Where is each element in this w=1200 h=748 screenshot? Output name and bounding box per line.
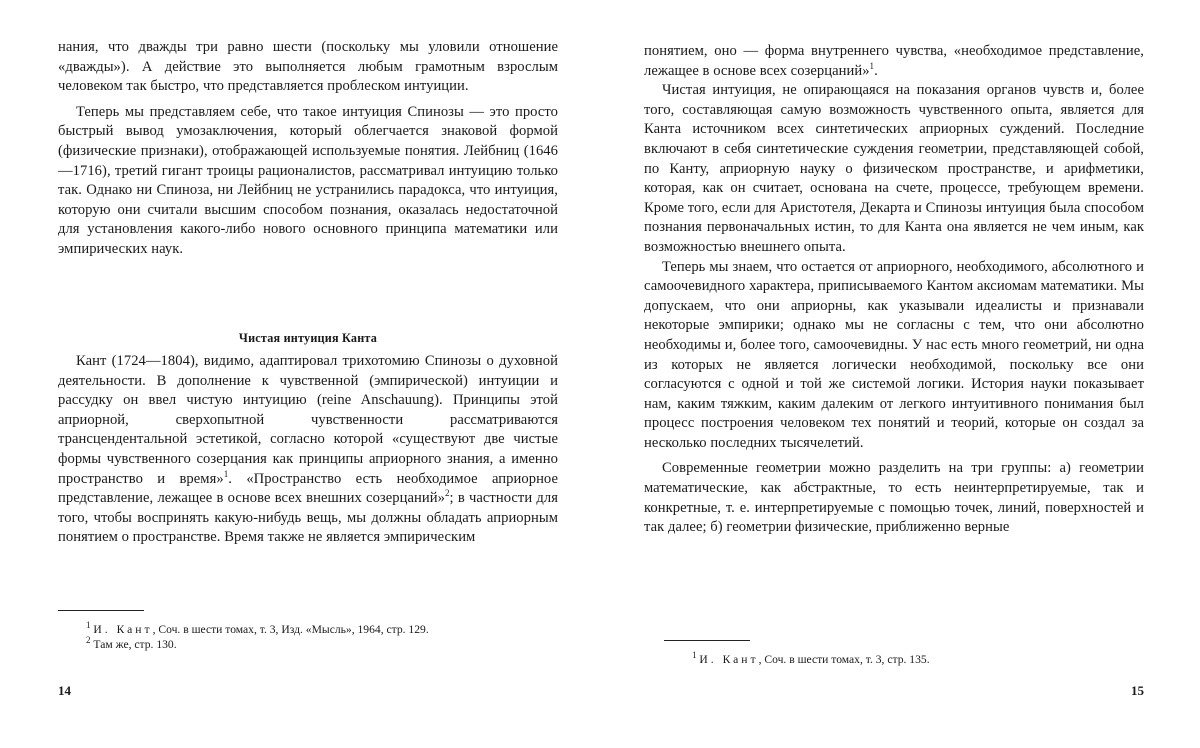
paragraph — [644, 42, 1144, 81]
page-number: 14 — [58, 683, 71, 698]
footnote-divider — [664, 640, 750, 641]
footnote-text: , Соч. в шести томах, т. 3, стр. 135. — [758, 653, 930, 666]
paragraph: Чистая интуиция, не опирающаяся на показания органов чувств и, более того, составляющая самую возможность чувственного опыта, является для Канта источником всех синтетических априорных суждений. Последние включают в себя синтетические суждения геометрии, представляющей собой, по Канту, априорную науку о физическом пространстве, и арифметики, которая, как он считает, основана на счете, процессе, требующем времени. Кроме того, если для Аристотеля, Декарта и Спинозы интуиция была способом познания первоначальных истин, то для Канта она является не чем иным, как возможностью внешнего опыта. — [644, 82, 1144, 255]
footnote — [58, 622, 558, 637]
paragraph: Современные геометрии можно разделить на три группы: а) геометрии математические, как абстрактные, то есть неинтерпретируемые, так и конкретные, т. е. интерпретируемые с помощью точек, линий, поверхностей и так далее; б) геометрии физические, приближенно верные — [644, 460, 1144, 536]
footnote-number: 1 — [86, 620, 91, 631]
footnote-divider — [58, 610, 144, 611]
footnote-ref: 2 — [444, 488, 450, 499]
paragraph-text: понятием, оно — форма внутреннего чувства, «необходимое представление, лежащее в основе всех созерцаний» — [644, 43, 1144, 79]
footnote-number: 1 — [692, 650, 697, 661]
page-number: 15 — [1131, 683, 1144, 698]
footnote — [58, 637, 558, 652]
left-page-body-top — [58, 38, 558, 260]
paragraph: Теперь мы знаем, что остается от априорного, необходимого, абсолютного и самоочевидного характера, приписываемого Кантом аксиомам математики. Мы допускаем, что они априорны, как указывали идеалисты и признавали некоторые эмпирики; однако мы не согласны с тем, что они абсолютно необходимы и, более того, самоочевидны. У нас есть много геометрий, ни одна из которых не является логически необходимой, поскольку все они согласуются с одной и той же системой логики. История науки показывает нам, каким тяжким, каким далеким от легкого интуитивного понимания был процесс построения человеком тех понятий и теорий, которые он создал за несколько последних тысячелетий. — [644, 258, 1144, 451]
left-page-body-bottom — [58, 352, 558, 548]
paragraph: нания, что дважды три равно шести (поскольку мы уловили отношение «дважды»). А действие это выполняется любым грамотным взрослым человеком так быстро, что представляется проблеском интуиции. — [58, 39, 558, 95]
footnote-author: И. Кант — [699, 653, 759, 666]
paragraph-text: . «Пространство есть необходимое априорное представление, лежащее в основе всех внешних созерцаний» — [58, 470, 558, 507]
footnotes — [664, 652, 1144, 667]
footnotes — [58, 622, 558, 652]
footnote-author: И. Кант — [93, 623, 153, 636]
footnote-text: , Соч. в шести томах, т. 3, Изд. «Мысль», 1964, стр. 129. — [152, 623, 429, 636]
paragraph: Теперь мы представляем себе, что такое интуиция Спинозы — это просто быстрый вывод умозаключения, который облегчается знаковой формой (физические признаки), отображающей используемые понятия. Лейбниц (1646—1716), третий гигант троицы рационалистов, рассматривал интуицию только так. Однако ни Спиноза, ни Лейбниц не устранились парадокса, что интуиция, которую они считали высшим способом познания, оказалась недостаточной для установления какого-либо нового основного принципа математики или эмпирических наук. — [58, 103, 558, 257]
footnote-text: Там же, стр. 130. — [93, 638, 177, 651]
paragraph-text: . — [874, 62, 878, 79]
footnote-ref: 1 — [869, 60, 875, 71]
right-page-body — [644, 42, 1144, 538]
paragraph-text: ; в частности для того, чтобы воспринять какую-нибудь вещь, мы должны обладать априорным понятием о пространстве. Время также не является эмпирическим — [58, 490, 559, 546]
footnote-number: 2 — [86, 635, 91, 646]
paragraph — [58, 352, 558, 548]
footnote-ref: 1 — [223, 468, 229, 479]
paragraph-text: Кант (1724—1804), видимо, адаптировал трихотомию Спинозы о духовной деятельности. В дополнение к чувственной (эмпирической) интуиции и рассудку он ввел чистую интуицию (reine Anschauung). Принципы этой априорной, сверхопытной чувственности рассматриваются трансцендентальной эстетикой, согласно которой «существуют две чистые формы чувственного созерцания как принципы априорного знания, а именно пространство и время» — [58, 353, 558, 487]
footnote — [664, 652, 1144, 667]
section-heading: Чистая интуиция Канта — [238, 331, 378, 345]
